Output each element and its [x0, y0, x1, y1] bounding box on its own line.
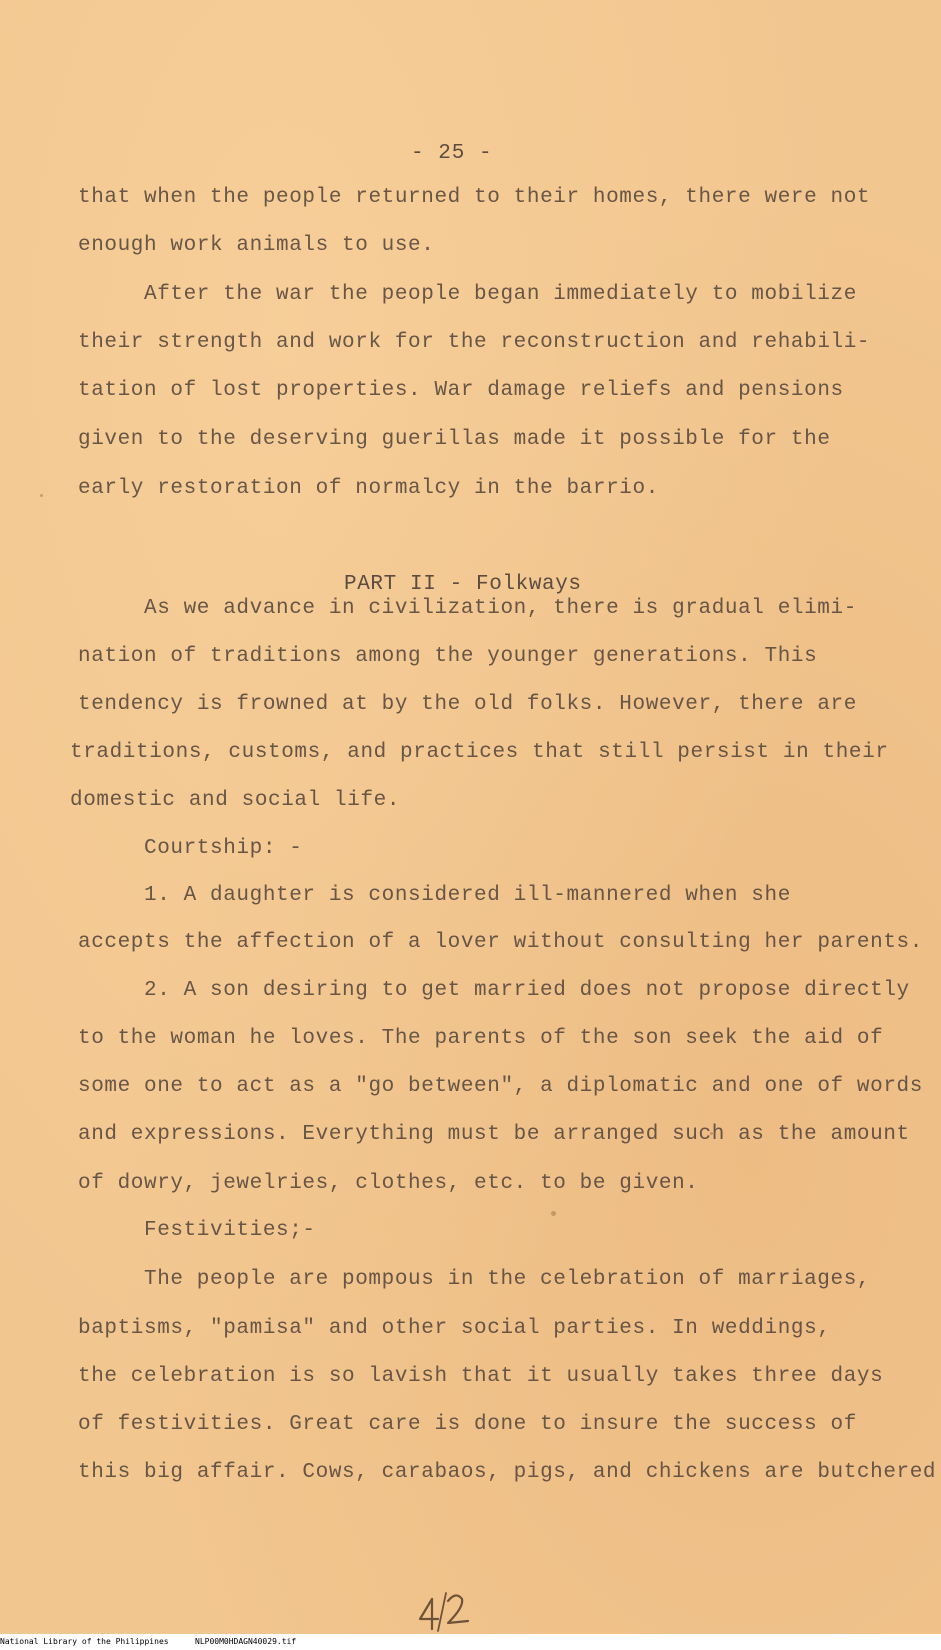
footer-library-name: National Library of the Philippines — [0, 1637, 169, 1646]
paper-speck — [551, 1211, 556, 1216]
footer-file-id: NLP00M0HDAGN40029.tif — [195, 1637, 297, 1646]
paper-speck — [710, 1132, 713, 1135]
list-item: 2. A son desiring to get married does not propose directly — [144, 979, 910, 1002]
text-line: and expressions. Everything must be arranged such as the amount — [78, 1123, 910, 1146]
text-line: After the war the people began immediately to mobilize — [144, 283, 857, 306]
text-line: the celebration is so lavish that it usually takes three days — [78, 1365, 884, 1388]
text-line: nation of traditions among the younger generations. This — [78, 645, 818, 668]
text-line: early restoration of normalcy in the barrio. — [78, 477, 659, 500]
text-line: given to the deserving guerillas made it possible for the — [78, 428, 831, 451]
text-line: of festivities. Great care is done to insure the success of — [78, 1413, 857, 1436]
text-line: that when the people returned to their homes, there were not — [78, 186, 871, 209]
text-line: As we advance in civilization, there is gradual elimi- — [144, 597, 857, 620]
page-number: - 25 - — [411, 142, 493, 165]
subheading-festivities: Festivities;- — [144, 1219, 316, 1242]
paper-speck — [40, 494, 43, 497]
text-line: tation of lost properties. War damage reliefs and pensions — [78, 379, 844, 402]
section-heading: PART II - Folkways — [344, 573, 582, 596]
text-line: The people are pompous in the celebration of marriages, — [144, 1268, 871, 1291]
text-line: enough work animals to use. — [78, 234, 435, 257]
text-line: some one to act as a "go between", a diplomatic and one of words — [78, 1075, 923, 1098]
handwritten-page-mark — [410, 1585, 480, 1635]
text-line: their strength and work for the reconstruction and rehabili- — [78, 331, 871, 354]
text-line: domestic and social life. — [70, 789, 401, 812]
text-line: of dowry, jewelries, clothes, etc. to be given. — [78, 1172, 699, 1195]
text-line: baptisms, "pamisa" and other social parties. In weddings, — [78, 1317, 831, 1340]
text-line: to the woman he loves. The parents of the son seek the aid of — [78, 1027, 884, 1050]
list-item: 1. A daughter is considered ill-mannered when she — [144, 884, 791, 907]
subheading-courtship: Courtship: - — [144, 837, 303, 860]
text-line: tendency is frowned at by the old folks. However, there are — [78, 693, 857, 716]
text-line: traditions, customs, and practices that still persist in their — [70, 741, 889, 764]
text-line: accepts the affection of a lover without consulting her parents. — [78, 931, 923, 954]
text-line: this big affair. Cows, carabaos, pigs, and chickens are butchered — [78, 1461, 937, 1484]
